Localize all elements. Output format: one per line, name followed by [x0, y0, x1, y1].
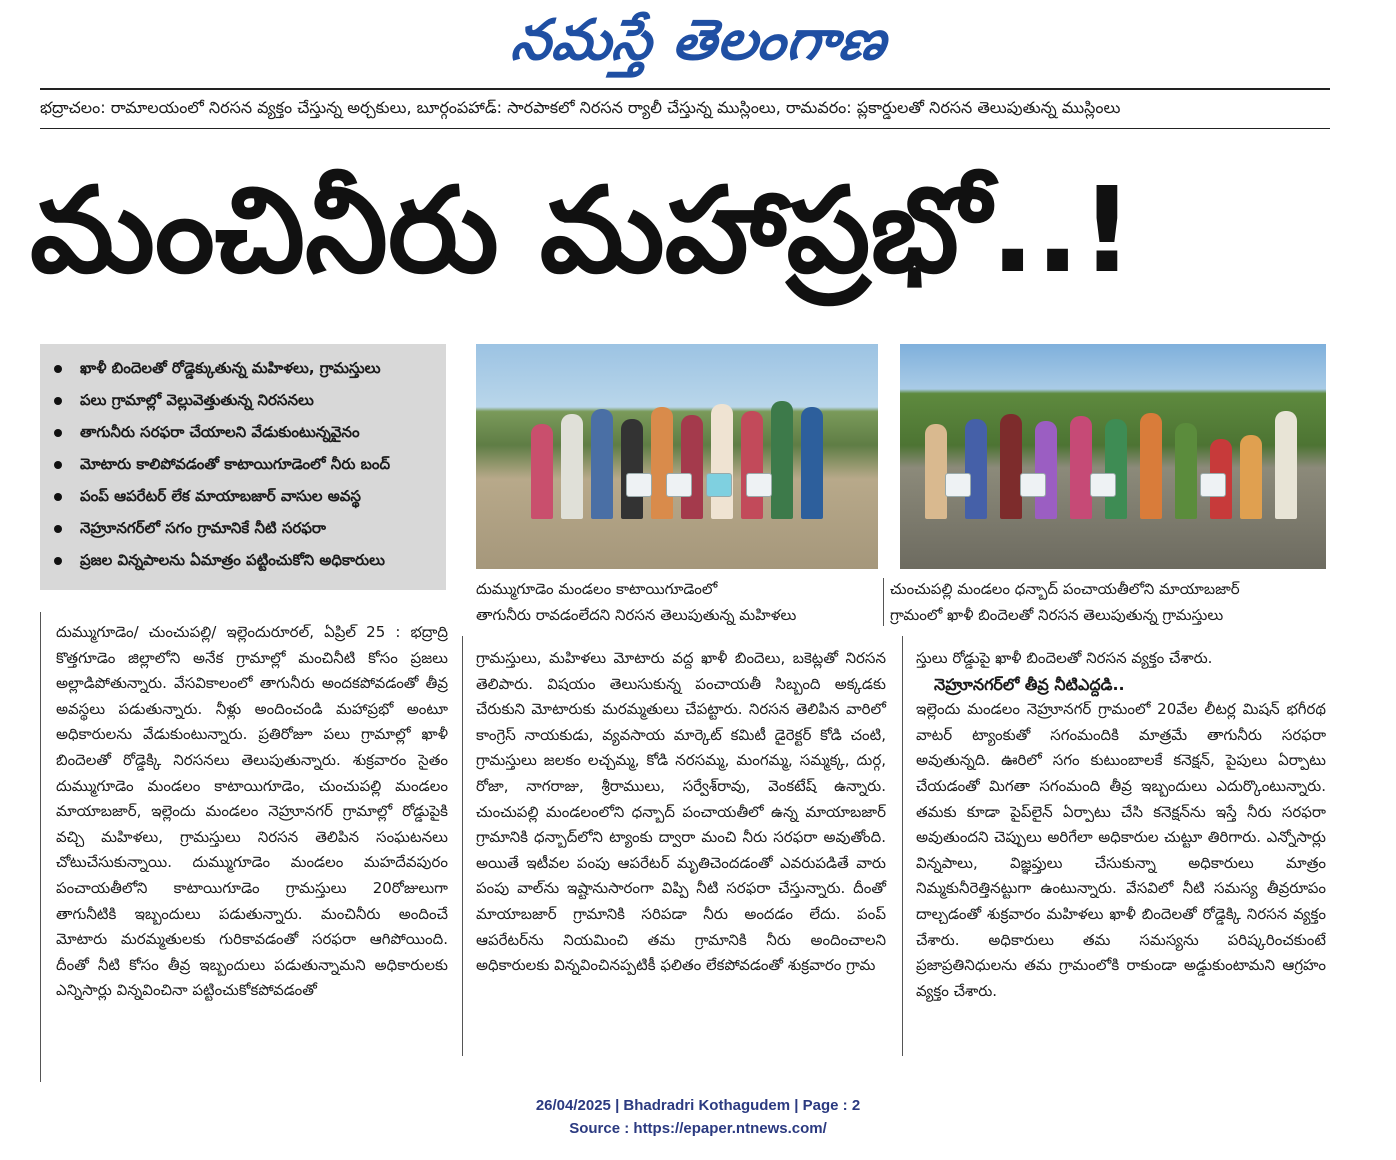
- article-column-1: [56, 620, 448, 1004]
- bullet-icon: [54, 429, 62, 437]
- photo-caption-right: చుంచుపల్లి మండలం ధన్బాద్ పంచాయతీలోని మాయాబజార్ గ్రామంలో ఖాళీ బిందెలతో నిరసన తెలుపుతున్న గ్రామస్తులు: [890, 580, 1240, 624]
- highlight-item: పంప్ ఆపరేటర్ లేక మాయాబజార్ వాసుల అవస్థ: [54, 480, 446, 512]
- photo-caption-left: దుమ్ముగూడెం మండలం కాటాయిగూడెంలో తాగునీరు రావడంలేదని నిరసన తెలుపుతున్న మహిళలు: [476, 580, 797, 624]
- article-paragraph: గ్రామస్తులు, మహిళలు మోటారు వద్ద ఖాళీ బిందెలు, బకెట్లతో నిరసన తెలిపారు. విషయం తెలుసుకున్న పంచాయతీ సిబ్బంది అక్కడకు చేరుకుని మోటారుకు మరమ్మతులు చేపట్టారు. నిరసన తెలిపిన వారిలో కాంగ్రెస్ నాయకుడు, వ్యవసాయ మార్కెట్ కమిటీ డైరెక్టర్ కోడి చంటి, గ్రామస్తులు జలకం లచ్చమ్మ, కోడి నరసమ్మ, మంగమ్మ, సమ్మక్క, దుర్గ, రోజా, నాగరాజు, శ్రీరాములు, సర్వేశ్‌రావు, వెంకటేష్ ఉన్నారు. చుంచుపల్లి మండలంలోని ధన్బాద్ పంచాయతీలో ఉన్న మాయాబజార్ గ్రామానికి ధన్బాద్‌లోని ట్యాంకు ద్వారా మంచి నీరు సరఫరా అవుతోంది. అయితే ఇటీవల పంపు ఆపరేటర్ మృతిచెందడంతో ఎవరుపడితే వారు పంపు వాల్‌ను ఇష్టానుసారంగా విప్పి నీటి సరఫరా చేస్తున్నారు. దీంతో మాయాబజార్ గ్రామానికి సరిపడా నీరు అందడం లేదు. పంప్ ఆపరేటర్‌ను నియమించి తమ గ్రామానికి నీరు అందించాలని అధికారులకు విన్నవించినప్పటికీ ఫలితం లేకపోవడంతో శుక్రవారం గ్రామ: [476, 649, 886, 975]
- bullet-icon: [54, 397, 62, 405]
- photo-strip-caption: భద్రాచలం: రామాలయంలో నిరసన వ్యక్తం చేస్తున్న అర్చకులు, బూర్గంపహాడ్: సారపాకలో నిరసన ర్యాలీ చేస్తున్న ముస్లింలు, రామవరం: ప్లకార్డులతో నిరసన తెలుపుతున్న ముస్లింలు: [40, 98, 1121, 117]
- highlights-box: [40, 344, 446, 590]
- article-paragraph: దుమ్ముగూడెం/ చుంచుపల్లి/ ఇల్లెందురూరల్, ఏప్రిల్ 25 : భద్రాద్రి కొత్తగూడెం జిల్లాలోని అనేక గ్రామాల్లో మంచినీటి కోసం ప్రజలు అల్లాడిపోతున్నారు. వేసవికాలంలో తాగునీరు అందకపోవడంతో తీవ్ర అవస్థలు పడుతున్నారు. నీళ్లు అందించండి మహాప్రభో అంటూ అధికారులను వేడుకుంటున్నారు. ప్రతిరోజూ పలు గ్రామాల్లో ఖాళీ బిందెలతో రోడ్డెక్కి నిరసనలు తెలుపుతున్నారు. శుక్రవారం సైతం దుమ్ముగూడెం మండలం కాటాయిగూడెం, చుంచుపల్లి మండలం మాయాబజార్, ఇల్లెందు మండలం నెహ్రూనగర్ గ్రామాల్లో రోడ్డుపైకి వచ్చి మహిళలు, గ్రామస్తులు నిరసన తెలిపిన సంఘటనలు చోటుచేసుకున్నాయి. దుమ్ముగూడెం మండలం మహదేవపురం పంచాయతీలోని కాటాయిగూడెం గ్రామస్తులు 20రోజులుగా తాగునీటికి ఇబ్బందులు పడుతున్నారు. మంచినీరు అందించే మోటారు మరమ్మతులకు గురికావడంతో సరఫరా ఆగిపోయింది. దీంతో నీటి కోసం తీవ్ర ఇబ్బందులు పడుతున్నామని అధికారులకు ఎన్నిసార్లు విన్నవించినా పట్టించుకోకపోవడంతో: [56, 623, 448, 1000]
- column-divider: [462, 636, 463, 1056]
- caption-rule: [40, 128, 1330, 129]
- article-column-2: [476, 646, 886, 979]
- highlight-item: పలు గ్రామాల్లో వెల్లువెత్తుతున్న నిరసనలు: [54, 384, 446, 416]
- article-paragraph: స్తులు రోడ్డుపై ఖాళీ బిందెలతో నిరసన వ్యక్తం చేశారు.: [916, 649, 1213, 667]
- bullet-icon: [54, 525, 62, 533]
- photo-mayabazar-protest: [900, 344, 1326, 569]
- footer-source: Source : https://epaper.ntnews.com/: [569, 1120, 827, 1137]
- article-column-3: [916, 646, 1326, 1004]
- left-margin-rule: [40, 612, 41, 1082]
- bullet-icon: [54, 493, 62, 501]
- protesters-group: [900, 399, 1326, 519]
- page-headline: మంచినీరు మహాప్రభో..!: [30, 161, 1134, 299]
- highlight-item: తాగునీరు సరఫరా చేయాలని వేడుకుంటున్నవైనం: [54, 416, 446, 448]
- bullet-icon: [54, 461, 62, 469]
- highlight-item: నెహ్రూనగర్‌లో సగం గ్రామానికే నీటి సరఫరా: [54, 512, 446, 544]
- footer-date-edition: 26/04/2025 | Bhadradri Kothagudem | Page : 2: [535, 1097, 861, 1114]
- article-subheading: నెహ్రూనగర్‌లో తీవ్ర నీటిఎద్దడి..: [934, 674, 1125, 694]
- highlight-item: ప్రజల విన్నపాలను ఏమాత్రం పట్టించుకోని అధికారులు: [54, 544, 446, 576]
- masthead-rule: [40, 88, 1330, 90]
- bullet-icon: [54, 365, 62, 373]
- protesters-group: [476, 399, 878, 519]
- article-paragraph: ఇల్లెందు మండలం నెహ్రూనగర్ గ్రామంలో 20వేల లీటర్ల మిషన్ భగీరథ వాటర్ ట్యాంకుతో సగంమందికి మాత్రమే తాగునీరు సరఫరా అవుతున్నది. ఊరిలో సగం కుటుంబాలకే కనెక్షన్, పైపులు ఏర్పాటు చేయడంతో మిగతా సగంమంది తీవ్ర ఇబ్బందులు ఎదుర్కొంటున్నారు. తమకు కూడా పైప్‌లైన్ ఏర్పాటు చేసి కనెక్షన్‌ను ఇస్తే నీరు సరఫరా అవుతుందని చెప్పులు అరిగేలా అధికారుల చుట్టూ తిరిగారు. ఎన్నోసార్లు విన్నపాలు, విజ్ఞప్తులు చేసుకున్నా అధికారులు మాత్రం నిమ్మకునీరెత్తినట్టుగా ఉంటున్నారు. వేసవిలో నీటి సమస్య తీవ్రరూపం దాల్చడంతో శుక్రవారం మహిళలు ఖాళీ బిందెలతో రోడ్డెక్కి నిరసన వ్యక్తం చేశారు. అధికారులు తమ సమస్యను పరిష్కరించకుంటే ప్రజాప్రతినిధులను తమ గ్రామంలోకి రాకుండా అడ్డుకుంటామని ఆగ్రహం వ్యక్తం చేశారు.: [916, 700, 1326, 1000]
- newspaper-masthead: నమస్తే తెలంగాణ: [507, 8, 890, 73]
- highlight-item: మోటారు కాలిపోవడంతో కాటాయిగూడెంలో నీరు బంద్: [54, 448, 446, 480]
- bullet-icon: [54, 557, 62, 565]
- photo-katayigudem-protest: [476, 344, 878, 569]
- caption-divider: [883, 578, 884, 626]
- highlight-item: ఖాళీ బిందెలతో రోడ్డెక్కుతున్న మహిళలు, గ్రామస్తులు: [54, 352, 446, 384]
- column-divider: [902, 636, 903, 1056]
